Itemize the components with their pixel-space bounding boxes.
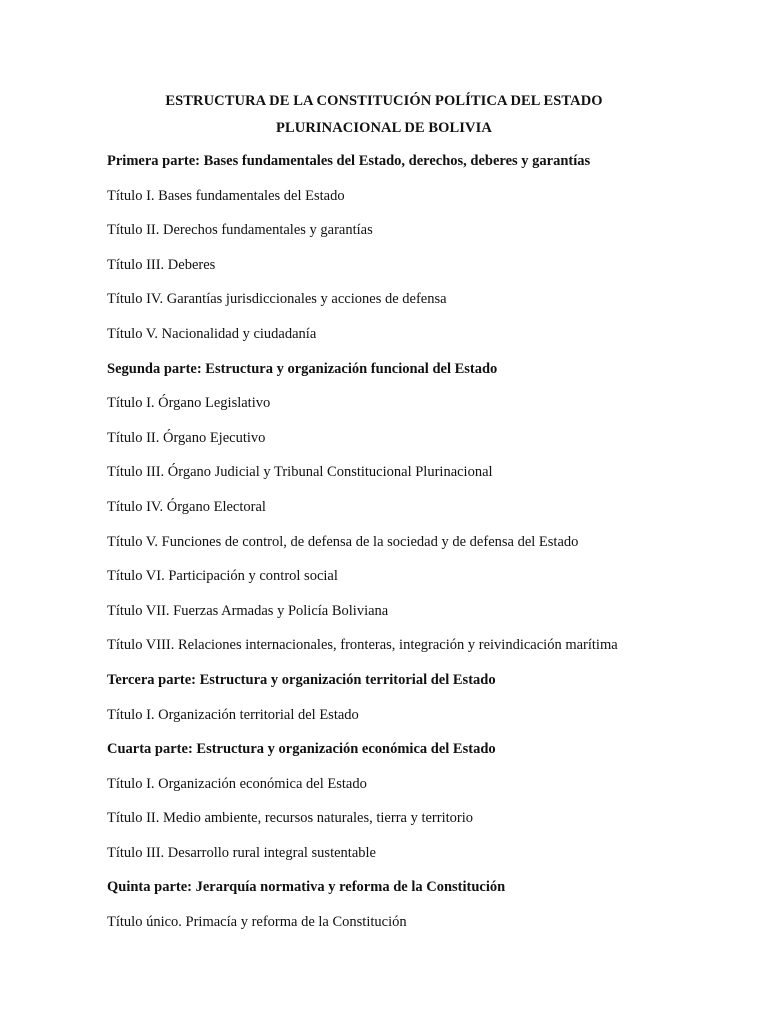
title-entry: Título IV. Órgano Electoral bbox=[107, 498, 266, 515]
part-heading-tercera: Tercera parte: Estructura y organización territorial del Estado bbox=[107, 671, 496, 688]
document-title-line-1: ESTRUCTURA DE LA CONSTITUCIÓN POLÍTICA DEL ESTADO bbox=[165, 93, 603, 109]
part-heading-primera: Primera parte: Bases fundamentales del Estado, derechos, deberes y garantías bbox=[107, 153, 591, 169]
title-entry: Título I. Organización territorial del Estado bbox=[107, 706, 359, 723]
title-entry: Título IV. Garantías jurisdiccionales y acciones de defensa bbox=[107, 291, 447, 308]
title-entry: Título III. Deberes bbox=[107, 256, 216, 273]
title-entry: Título I. Bases fundamentales del Estado bbox=[107, 187, 345, 204]
title-entry: Título VI. Participación y control social bbox=[107, 568, 338, 585]
title-entry: Título III. Órgano Judicial y Tribunal Constitucional Plurinacional bbox=[107, 464, 493, 481]
title-entry: Título V. Nacionalidad y ciudadanía bbox=[107, 325, 317, 342]
title-entry: Título único. Primacía y reforma de la Constitución bbox=[107, 914, 407, 931]
title-entry: Título VIII. Relaciones internacionales, fronteras, integración y reivindicación marítima bbox=[107, 637, 618, 654]
title-entry: Título VII. Fuerzas Armadas y Policía Boliviana bbox=[107, 602, 389, 619]
title-entry: Título II. Medio ambiente, recursos naturales, tierra y territorio bbox=[107, 810, 473, 827]
title-entry: Título V. Funciones de control, de defensa de la sociedad y de defensa del Estado bbox=[107, 533, 579, 550]
part-heading-quinta: Quinta parte: Jerarquía normativa y reforma de la Constitución bbox=[107, 879, 506, 896]
part-heading-cuarta: Cuarta parte: Estructura y organización económica del Estado bbox=[107, 741, 496, 758]
title-entry: Título III. Desarrollo rural integral sustentable bbox=[107, 844, 376, 861]
part-heading-segunda: Segunda parte: Estructura y organización funcional del Estado bbox=[107, 360, 498, 377]
title-entry: Título II. Derechos fundamentales y garantías bbox=[107, 222, 373, 239]
title-entry: Título I. Órgano Legislativo bbox=[107, 395, 271, 412]
title-entry: Título II. Órgano Ejecutivo bbox=[107, 429, 266, 446]
title-entry: Título I. Organización económica del Estado bbox=[107, 775, 367, 792]
structure-list bbox=[107, 152, 747, 948]
document-title-line-2: PLURINACIONAL DE BOLIVIA bbox=[276, 120, 492, 136]
